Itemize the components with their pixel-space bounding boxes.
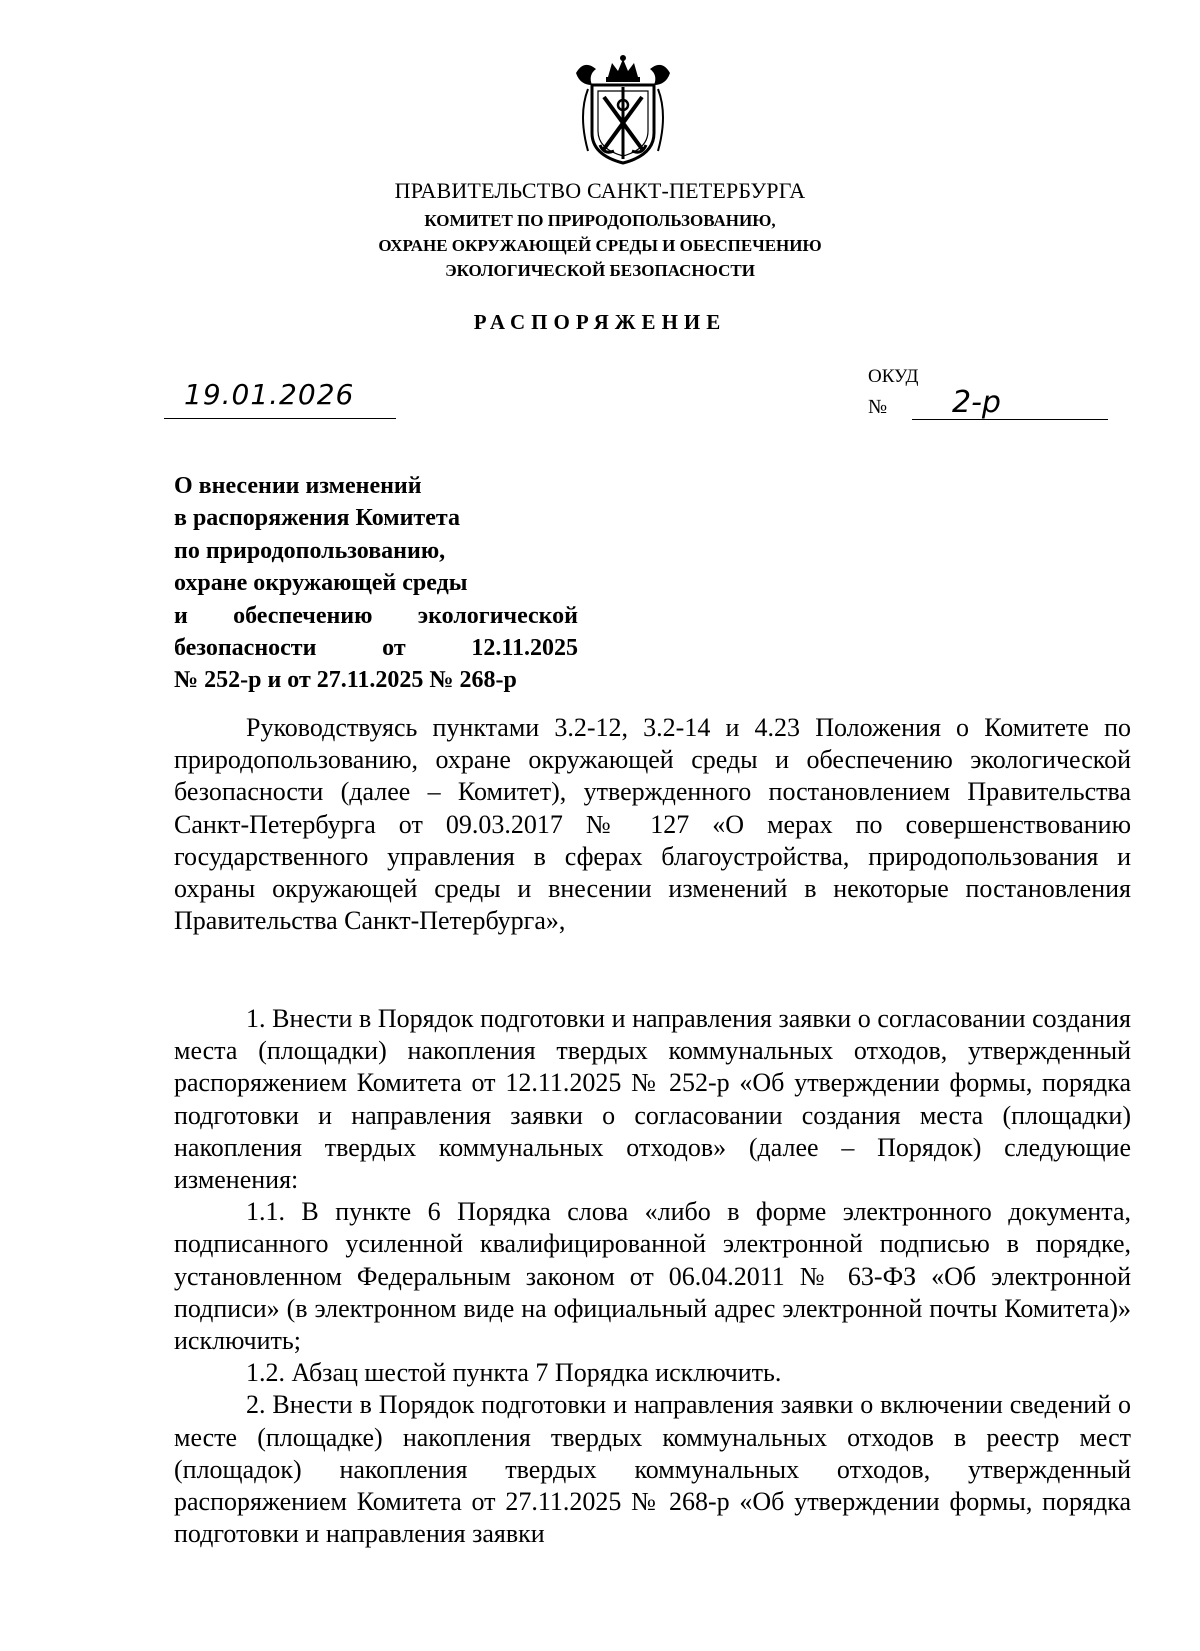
committee-line: ОХРАНЕ ОКРУЖАЮЩЕЙ СРЕДЫ И ОБЕСПЕЧЕНИЮ [378,236,822,255]
order-item-1-2: 1.2. Абзац шестой пункта 7 Порядка исключить. [246,1358,782,1388]
subject-line: в распоряжения Комитета [174,505,460,532]
subject-line: и обеспечению экологической [174,602,578,629]
committee-name [0,208,1200,283]
handwritten-number: 2-р [952,385,1001,420]
order-item-2: 2. Внести в Порядок подготовки и направления заявки о включении сведений о месте (площадке) накопления твердых коммунальных отходов в реестр мест (площадок) накопления твердых коммунальных отходов, утвержденный распоряжением Комитета от 27.11.2025 № 268-р «Об утверждении формы, порядка подготовки и направления заявки [174,1390,1131,1549]
preamble-block [174,712,1131,937]
order-item-1-1: 1.1. В пункте 6 Порядка слова «либо в форме электронного документа, подписанного усиленной квалифицированной электронной подписью в порядке, установленном Федеральным законом от 06.04.2011 № 63-ФЗ «Об электронной подписи» (в электронном виде на официальный адрес электронной почты Комитета)» исключить; [174,1197,1131,1356]
subject-line: О внесении изменений [174,473,422,499]
subject-heading [174,470,578,697]
document-type-title: РАСПОРЯЖЕНИЕ [473,310,727,334]
subject-line: охране окружающей среды [174,570,468,597]
date-field [164,378,396,419]
committee-line: ЭКОЛОГИЧЕСКОЙ БЕЗОПАСНОСТИ [445,261,755,280]
subject-line: по природопользованию, [174,537,446,564]
subject-line: № 252-р и от 27.11.2025 № 268-р [174,667,517,694]
handwritten-date: 19.01.2026 [184,378,355,411]
preamble-paragraph: Руководствуясь пунктами 3.2-12, 3.2-14 и 4.23 Положения о Комитете по природопользованию, охране окружающей среды и обеспечению экологической безопасности (далее – Комитет), утвержденного постановлением Правительства Санкт-Петербурга от 09.03.2017 № 127 «О мерах по совершенствованию государственного управления в сферах благоустройства, природопользования и охраны окружающей среды и внесении изменений в некоторые постановления Правительства Санкт-Петербурга», [174,713,1131,936]
order-item-1: 1. Внести в Порядок подготовки и направления заявки о согласовании создания места (площадки) накопления твердых коммунальных отходов, утвержденный распоряжением Комитета от 12.11.2025 № 252-р «Об утверждении формы, порядка подготовки и направления заявки о согласовании создания места (площадки) накопления твердых коммунальных отходов» (далее – Порядок) следующие изменения: [174,1004,1131,1195]
coat-of-arms-emblem [570,55,676,167]
number-sign: № [868,396,888,418]
order-items [174,1003,1131,1550]
okud-label: ОКУД [868,366,919,387]
government-title: ПРАВИТЕЛЬСТВО САНКТ-ПЕТЕРБУРГА [394,178,806,203]
committee-line: КОМИТЕТ ПО ПРИРОДОПОЛЬЗОВАНИЮ, [424,211,776,230]
number-field [912,385,1108,420]
subject-line: безопасности от 12.11.2025 [174,635,578,662]
